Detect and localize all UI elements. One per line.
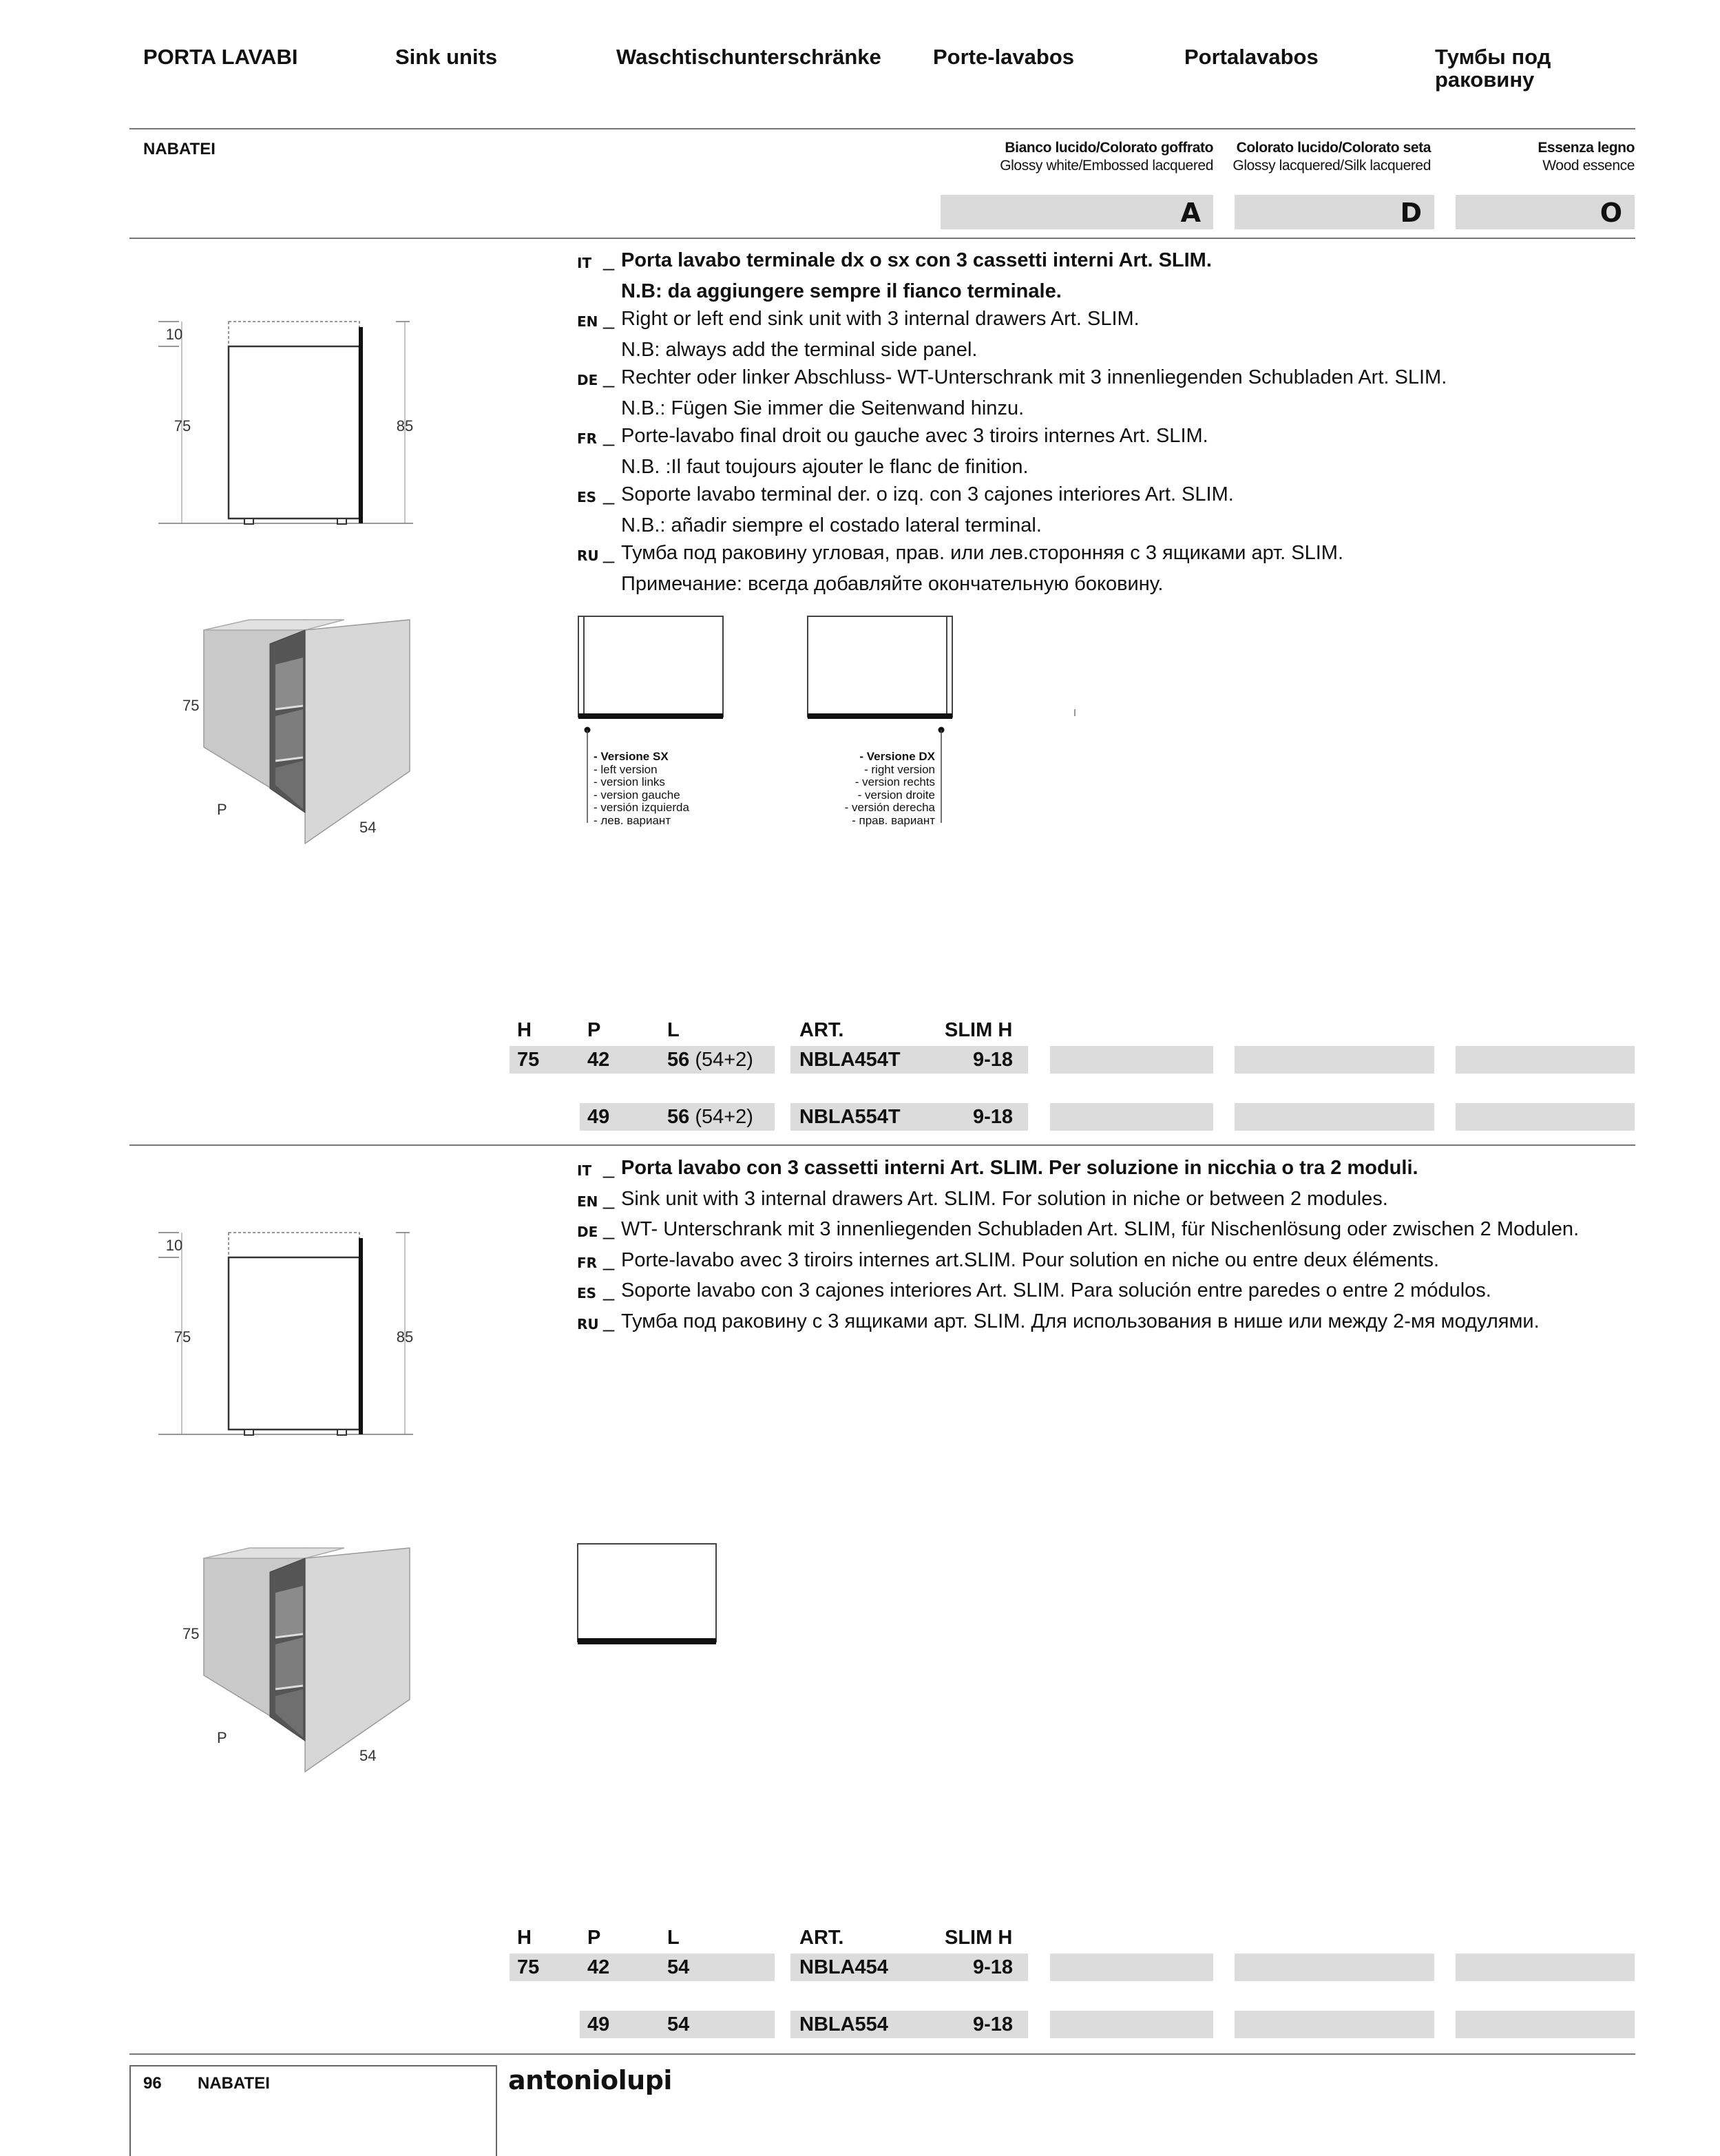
table-header-slim: SLIM H xyxy=(945,1927,1013,1949)
finish-code-d: D xyxy=(1235,195,1434,229)
section-2-iso-view xyxy=(158,1541,434,1775)
footer-box xyxy=(129,2065,497,2156)
version-dx-item: - прав. вариант xyxy=(852,813,935,827)
collection-name: NABATEI xyxy=(143,140,216,158)
lang-code: DE xyxy=(577,372,598,388)
cell-art: NBLA554 xyxy=(799,2013,888,2035)
desc-line: Примечание: всегда добавляйте окончательную боковину. xyxy=(621,572,1164,595)
cell-slim: 9-18 xyxy=(973,2013,1014,2035)
cell-l-note: (54+2) xyxy=(695,1106,753,1128)
finish-d-en: Glossy lacquered/Silk lacquered xyxy=(1233,158,1431,174)
iso-dim-height: 75 xyxy=(182,1625,200,1642)
cell-h: 75 xyxy=(517,1956,540,1978)
lang-code: EN xyxy=(577,313,598,330)
version-dx-item: - version droite xyxy=(857,788,935,802)
desc-line: Porte-lavabo avec 3 tiroirs internes art.SLIM. Pour solution en niche ou entre deux éléments. xyxy=(621,1248,1440,1271)
finish-o-en: Wood essence xyxy=(1542,158,1635,174)
header-rule xyxy=(129,128,1635,129)
cell-art: NBLA554T xyxy=(799,1106,901,1128)
cell-l: 54 xyxy=(667,2013,690,2035)
desc-line: Porte-lavabo final droit ou gauche avec 3 tiroirs internes Art. SLIM. xyxy=(621,425,1208,447)
desc-line: Soporte lavabo con 3 cajones interiores Art. SLIM. Para solución entre paredes o entre 2 módulos. xyxy=(621,1279,1491,1301)
cell-art: NBLA454T xyxy=(799,1049,901,1071)
lang-code: FR xyxy=(577,430,598,447)
desc-line: N.B.: añadir siempre el costado lateral terminal. xyxy=(621,514,1042,536)
iso-dim-width: 54 xyxy=(359,819,377,836)
iso-dim-width: 54 xyxy=(359,1747,377,1764)
finish-a-it: Bianco lucido/Colorato goffrato xyxy=(1005,140,1213,156)
footer-rule xyxy=(129,2053,1635,2055)
cell-l-note: (54+2) xyxy=(695,1049,753,1071)
table-header-art: ART. xyxy=(799,1019,844,1041)
lang-code: IT xyxy=(577,255,592,271)
table-header-h: H xyxy=(517,1927,532,1949)
iso-dim-depth: P xyxy=(217,1729,227,1746)
table-header-l: L xyxy=(667,1927,680,1949)
lang-code: IT xyxy=(577,1162,592,1179)
desc-line: Porta lavabo con 3 cassetti interni Art. SLIM. Per soluzione in nicchia o tra 2 moduli. xyxy=(621,1157,1418,1179)
table-header-art: ART. xyxy=(799,1927,844,1949)
title-ru: Тумбы под раковину xyxy=(1435,45,1551,92)
desc-line: Rechter oder linker Abschluss- WT-Unterschrank mit 3 innenliegenden Schubladen Art. SLIM. xyxy=(621,366,1447,388)
version-dx-item: - versión derecha xyxy=(844,801,935,814)
cell-p: 42 xyxy=(587,1049,610,1071)
section-1-iso-view xyxy=(158,613,434,847)
title-de: Waschtischunterschränke xyxy=(616,45,881,69)
cell-slim: 9-18 xyxy=(973,1106,1014,1128)
lang-code: ES xyxy=(577,489,597,505)
brand-logo: antoniolupi xyxy=(508,2065,672,2095)
version-sx-title: - Versione SX xyxy=(594,750,669,763)
lang-code: EN xyxy=(577,1193,598,1210)
table-header-h: H xyxy=(517,1019,532,1041)
version-dx-item: - version rechts xyxy=(854,775,935,788)
desc-line: N.B.: Fügen Sie immer die Seitenwand hinzu. xyxy=(621,397,1025,419)
section-1-front-drawing xyxy=(151,313,427,534)
section-1-rule xyxy=(129,238,1635,239)
title-es: Portalavabos xyxy=(1184,45,1319,69)
dim-total: 85 xyxy=(396,1328,414,1346)
finish-o-it: Essenza legno xyxy=(1538,140,1635,156)
lang-code: RU xyxy=(577,1315,599,1332)
version-sx-item: - version links xyxy=(594,775,665,788)
lang-code: DE xyxy=(577,1224,598,1240)
cell-l: 56 xyxy=(667,1106,690,1128)
desc-line: Soporte lavabo terminal der. o izq. con 3 cajones interiores Art. SLIM. xyxy=(621,483,1234,505)
footer-collection: NABATEI xyxy=(198,2074,270,2093)
dim-height: 75 xyxy=(174,1328,191,1346)
section-2-rule xyxy=(129,1144,1635,1146)
cell-p: 49 xyxy=(587,1106,610,1128)
lang-code: FR xyxy=(577,1254,598,1271)
section-2-descriptions: IT _ Porta lavabo con 3 cassetti interni Art. SLIM. Per soluzione in nicchia o tra 2 moduli. EN _ Sink unit with 3 internal drawers Art. SLIM. For solution in niche or between 2 modules. DE _ WT- Unterschrank mit 3 innenliegenden Schubladen Art. SLIM, für Nischenlösung oder zwischen 2 Modulen. FR _ Porte-lavabo avec 3 tiroirs internes art.SLIM. Pour solution en niche ou entre deux éléments. ES _ Soporte lavabo con 3 cajones interiores Art. SLIM. Para solución entre paredes o entre 2 módulos. RU _ Тумба под раковину с 3 ящиками арт. SLIM. Для использования в нише или между 2-мя модулями. xyxy=(577,1154,1579,1338)
finish-d-it: Colorato lucido/Colorato seta xyxy=(1236,140,1431,156)
version-dx xyxy=(799,751,935,827)
desc-line: WT- Unterschrank mit 3 innenliegenden Schubladen Art. SLIM, für Nischenlösung oder zwischen 2 Modulen. xyxy=(621,1218,1580,1240)
dim-total: 85 xyxy=(396,417,414,435)
title-it: PORTA LAVABI xyxy=(143,45,298,69)
table-header-l: L xyxy=(667,1019,680,1041)
finish-label-d xyxy=(1142,139,1431,175)
section-1-descriptions: IT _ Porta lavabo terminale dx o sx con 3 cassetti interni Art. SLIM. N.B: da aggiungere sempre il fianco terminale. EN _ Right or left end sink unit with 3 internal drawers Art. SLIM. N.B: always add the terminal side panel. DE _ Rechter oder linker Abschluss- WT-Unterschrank mit 3 innenliegenden Schubladen Art. SLIM. N.B.: Fügen Sie immer die Seitenwand hinzu. FR _ Porte-lavabo final droit ou gauche avec 3 tiroirs internes Art. SLIM. N.B. :Il faut toujours ajouter le flanc de finition. ES _ Soporte lavabo terminal der. o izq. con 3 cajones interiores Art. SLIM. N.B.: añadir siempre el costado lateral terminal. RU _ Тумба под раковину угловая, прав. или лев.сторонняя с 3 ящиками арт. SLIM. Примечание: всегда добавляйте окончательную боковину. xyxy=(577,247,1447,598)
desc-line: N.B. :Il faut toujours ajouter le flanc de finition. xyxy=(621,455,1029,478)
dim-top: 10 xyxy=(165,1237,183,1254)
page-number: 96 xyxy=(143,2074,162,2093)
table-header-slim: SLIM H xyxy=(945,1019,1013,1041)
iso-dim-depth: P xyxy=(217,801,227,818)
section-2-plan-view xyxy=(575,1541,726,1651)
section-2-front-drawing xyxy=(151,1224,427,1445)
cell-slim: 9-18 xyxy=(973,1049,1014,1071)
version-sx-item: - лев. вариант xyxy=(594,813,671,827)
cell-art: NBLA454 xyxy=(799,1956,888,1978)
cell-slim: 9-18 xyxy=(973,1956,1014,1978)
version-sx-item: - versión izquierda xyxy=(594,801,689,814)
dim-top: 10 xyxy=(165,326,183,343)
cell-h: 75 xyxy=(517,1049,540,1071)
cell-l: 54 xyxy=(667,1956,690,1978)
version-dx-item: - right version xyxy=(864,762,935,776)
tick-mark xyxy=(1074,709,1076,716)
version-sx-item: - left version xyxy=(594,762,658,776)
desc-line: Right or left end sink unit with 3 internal drawers Art. SLIM. xyxy=(621,308,1140,330)
table-header-p: P xyxy=(587,1927,601,1949)
dim-height: 75 xyxy=(174,417,191,435)
desc-line: Тумба под раковину с 3 ящиками арт. SLIM. Для использования в нише или между 2-мя модулями. xyxy=(621,1310,1540,1332)
finish-label-o xyxy=(1428,139,1635,175)
desc-line: Sink unit with 3 internal drawers Art. SLIM. For solution in niche or between 2 modules. xyxy=(621,1187,1388,1210)
finish-a-en: Glossy white/Embossed lacquered xyxy=(1000,158,1213,174)
finish-code-a: A xyxy=(941,195,1213,229)
lang-code: ES xyxy=(577,1285,597,1301)
table-header-p: P xyxy=(587,1019,601,1041)
version-sx-item: - version gauche xyxy=(594,788,680,802)
cell-p: 49 xyxy=(587,2013,610,2035)
version-dx-title: - Versione DX xyxy=(859,750,935,763)
version-sx xyxy=(594,751,689,827)
title-fr: Porte-lavabos xyxy=(933,45,1075,69)
cell-p: 42 xyxy=(587,1956,610,1978)
cell-l: 56 xyxy=(667,1049,690,1071)
lang-code: RU xyxy=(577,547,599,564)
finish-code-o: O xyxy=(1456,195,1635,229)
desc-line: Porta lavabo terminale dx o sx con 3 cassetti interni Art. SLIM. xyxy=(621,249,1212,271)
desc-line: Тумба под раковину угловая, прав. или лев.сторонняя с 3 ящиками арт. SLIM. xyxy=(621,542,1343,564)
title-en: Sink units xyxy=(395,45,498,69)
iso-dim-height: 75 xyxy=(182,697,200,714)
desc-line: N.B: da aggiungere sempre il fianco terminale. xyxy=(621,280,1062,302)
desc-line: N.B: always add the terminal side panel. xyxy=(621,338,978,361)
